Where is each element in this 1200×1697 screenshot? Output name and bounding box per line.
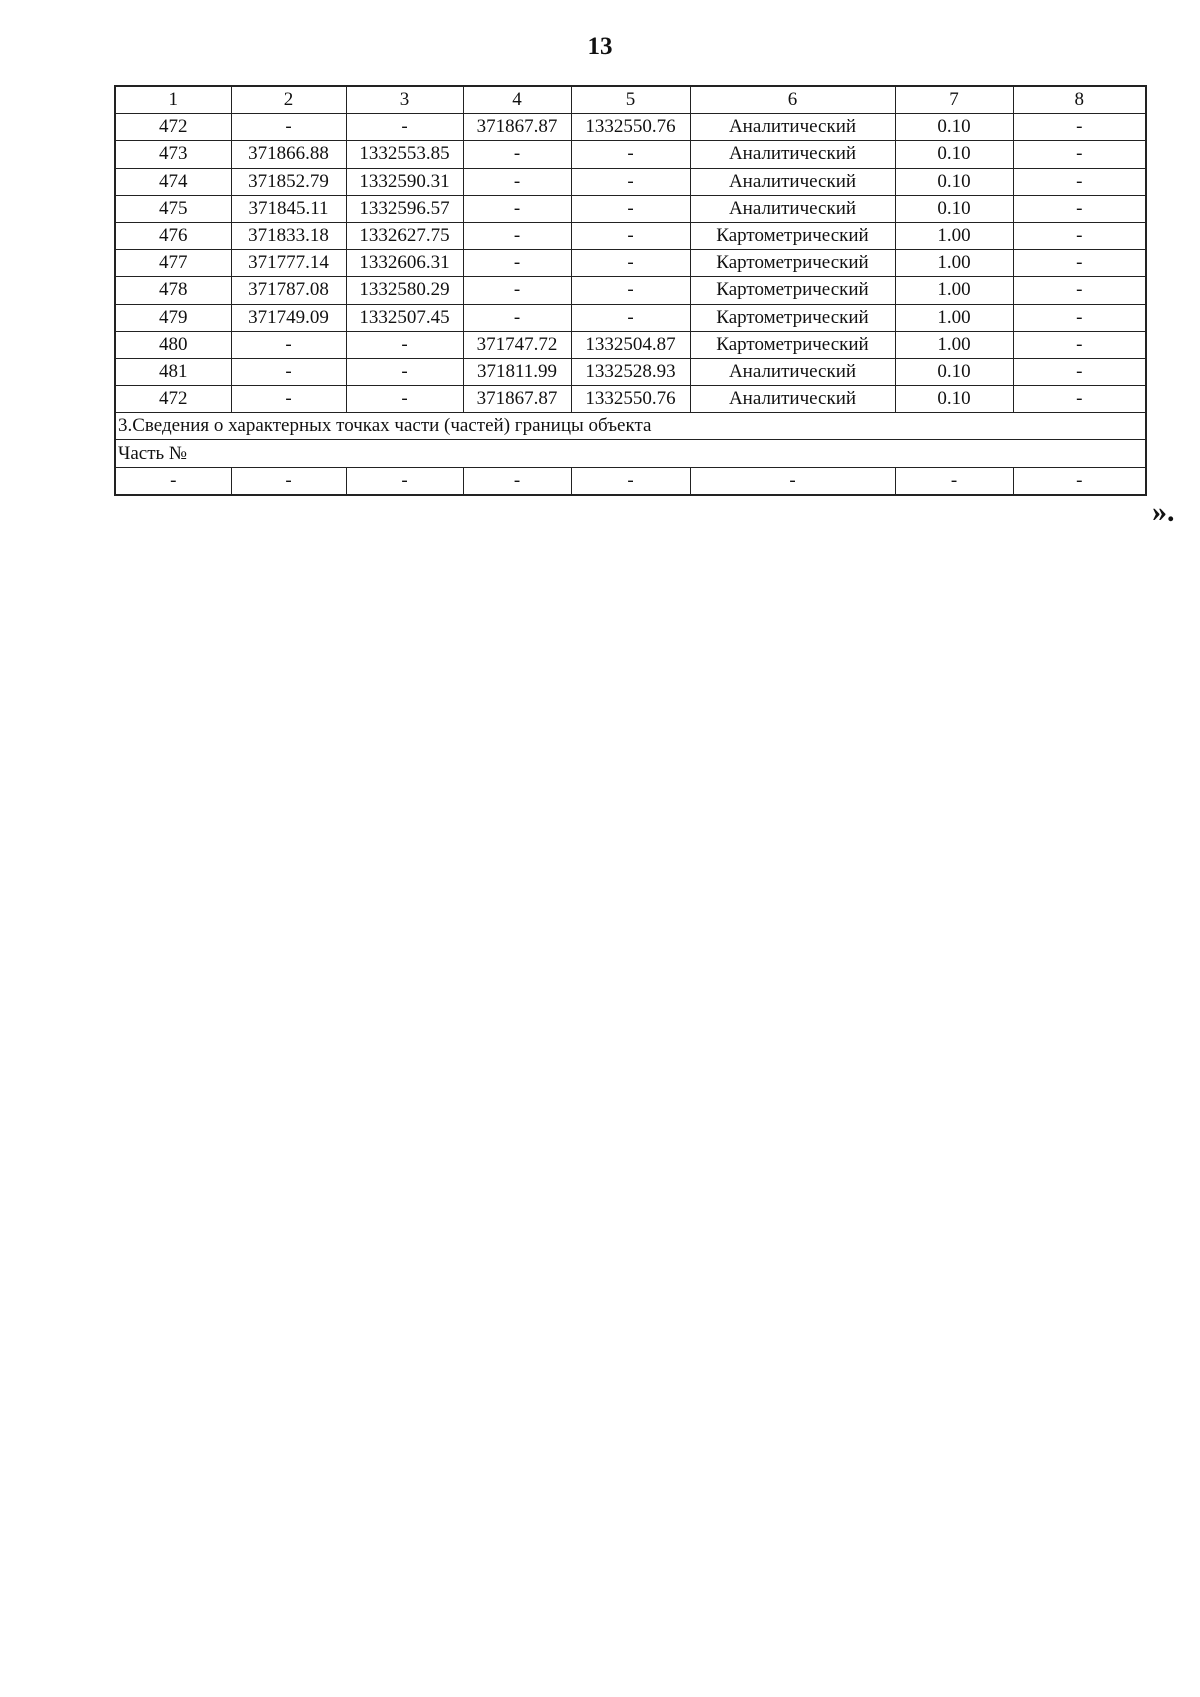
table-cell: - [1013, 250, 1146, 277]
table-cell: Картометрический [690, 277, 895, 304]
table-cell: - [571, 168, 690, 195]
table-cell: Аналитический [690, 358, 895, 385]
table-cell: - [571, 250, 690, 277]
table-cell: 480 [115, 331, 231, 358]
table-cell: Аналитический [690, 168, 895, 195]
table-cell: Картометрический [690, 331, 895, 358]
table-cell: 371777.14 [231, 250, 346, 277]
table-row [115, 386, 1146, 413]
table-cell: - [895, 467, 1013, 495]
closing-quote-mark: ». [1152, 495, 1175, 528]
table-row [115, 250, 1146, 277]
table-row [115, 114, 1146, 141]
table-cell: - [1013, 222, 1146, 249]
table-cell: - [1013, 195, 1146, 222]
table-cell: 1332606.31 [346, 250, 463, 277]
table-cell: 371845.11 [231, 195, 346, 222]
table-cell: - [346, 358, 463, 385]
table-cell: - [463, 222, 571, 249]
table-cell: 475 [115, 195, 231, 222]
table-cell: 1332580.29 [346, 277, 463, 304]
table-cell: - [690, 467, 895, 495]
table-cell: Аналитический [690, 386, 895, 413]
part-row [115, 467, 1146, 495]
table-cell: - [1013, 277, 1146, 304]
table-cell: 1.00 [895, 250, 1013, 277]
table-cell: 0.10 [895, 195, 1013, 222]
table-cell: 371867.87 [463, 386, 571, 413]
table-cell: 481 [115, 358, 231, 385]
table-cell: 479 [115, 304, 231, 331]
table-cell: - [571, 222, 690, 249]
part-label-row [115, 440, 1146, 467]
table-cell: - [1013, 386, 1146, 413]
table-body [115, 86, 1146, 495]
table-cell: - [231, 358, 346, 385]
table-row [115, 141, 1146, 168]
table-row [115, 277, 1146, 304]
table-row [115, 358, 1146, 385]
table-cell: 371811.99 [463, 358, 571, 385]
table-cell: 1332627.75 [346, 222, 463, 249]
header-row [115, 86, 1146, 114]
table-cell: - [231, 467, 346, 495]
table-cell: 1332507.45 [346, 304, 463, 331]
table-cell: Картометрический [690, 222, 895, 249]
table-cell: 371833.18 [231, 222, 346, 249]
table-cell: - [571, 467, 690, 495]
table-row [115, 222, 1146, 249]
table-cell: Аналитический [690, 114, 895, 141]
table-cell: 1332596.57 [346, 195, 463, 222]
table-cell: - [115, 467, 231, 495]
table-cell: Картометрический [690, 250, 895, 277]
table-cell: 472 [115, 386, 231, 413]
table-cell: - [346, 114, 463, 141]
table-cell: - [1013, 114, 1146, 141]
table-cell: Картометрический [690, 304, 895, 331]
table-cell: - [1013, 331, 1146, 358]
column-header: 6 [690, 86, 895, 114]
column-header: 1 [115, 86, 231, 114]
table-cell: - [571, 195, 690, 222]
table-cell: 472 [115, 114, 231, 141]
table-cell: - [571, 141, 690, 168]
table-cell: - [463, 304, 571, 331]
table-cell: 0.10 [895, 114, 1013, 141]
table-cell: - [1013, 168, 1146, 195]
table-cell: - [463, 250, 571, 277]
table-cell: - [1013, 304, 1146, 331]
table-cell: - [463, 141, 571, 168]
table-cell: 476 [115, 222, 231, 249]
table-cell: 371867.87 [463, 114, 571, 141]
coordinates-table [114, 85, 1147, 496]
table-cell: - [346, 467, 463, 495]
table-row [115, 331, 1146, 358]
column-header: 5 [571, 86, 690, 114]
table-cell: - [463, 467, 571, 495]
table-row [115, 195, 1146, 222]
table-cell: - [346, 386, 463, 413]
table-cell: 1.00 [895, 304, 1013, 331]
table-cell: 371852.79 [231, 168, 346, 195]
coordinates-table-container [114, 85, 1147, 496]
table-cell: 371787.08 [231, 277, 346, 304]
table-cell: 371747.72 [463, 331, 571, 358]
table-cell: 0.10 [895, 358, 1013, 385]
column-header: 3 [346, 86, 463, 114]
table-cell: 1332550.76 [571, 114, 690, 141]
table-cell: - [231, 114, 346, 141]
table-cell: Аналитический [690, 195, 895, 222]
section-title-row [115, 413, 1146, 440]
table-row [115, 168, 1146, 195]
table-cell: 474 [115, 168, 231, 195]
table-cell: - [463, 168, 571, 195]
table-cell: 0.10 [895, 141, 1013, 168]
table-cell: - [346, 331, 463, 358]
table-cell: - [463, 277, 571, 304]
column-header: 7 [895, 86, 1013, 114]
column-header: 8 [1013, 86, 1146, 114]
table-cell: - [1013, 467, 1146, 495]
table-cell: 1.00 [895, 331, 1013, 358]
table-cell: 1332550.76 [571, 386, 690, 413]
table-cell: - [571, 277, 690, 304]
table-cell: 1332528.93 [571, 358, 690, 385]
table-cell: 473 [115, 141, 231, 168]
part-label: Часть № [115, 440, 1146, 467]
table-cell: 1.00 [895, 277, 1013, 304]
table-cell: 371866.88 [231, 141, 346, 168]
table-cell: - [1013, 358, 1146, 385]
table-cell: 477 [115, 250, 231, 277]
table-cell: 1332553.85 [346, 141, 463, 168]
table-cell: 0.10 [895, 168, 1013, 195]
table-cell: 1.00 [895, 222, 1013, 249]
section-title: 3.Сведения о характерных точках части (частей) границы объекта [115, 413, 1146, 440]
table-cell: - [231, 331, 346, 358]
page-number: 13 [587, 33, 613, 60]
table-cell: - [231, 386, 346, 413]
table-cell: Аналитический [690, 141, 895, 168]
table-cell: 1332590.31 [346, 168, 463, 195]
table-cell: - [1013, 141, 1146, 168]
column-header: 4 [463, 86, 571, 114]
table-cell: 478 [115, 277, 231, 304]
column-header: 2 [231, 86, 346, 114]
table-cell: 371749.09 [231, 304, 346, 331]
table-cell: - [463, 195, 571, 222]
table-cell: - [571, 304, 690, 331]
table-row [115, 304, 1146, 331]
table-cell: 0.10 [895, 386, 1013, 413]
table-cell: 1332504.87 [571, 331, 690, 358]
